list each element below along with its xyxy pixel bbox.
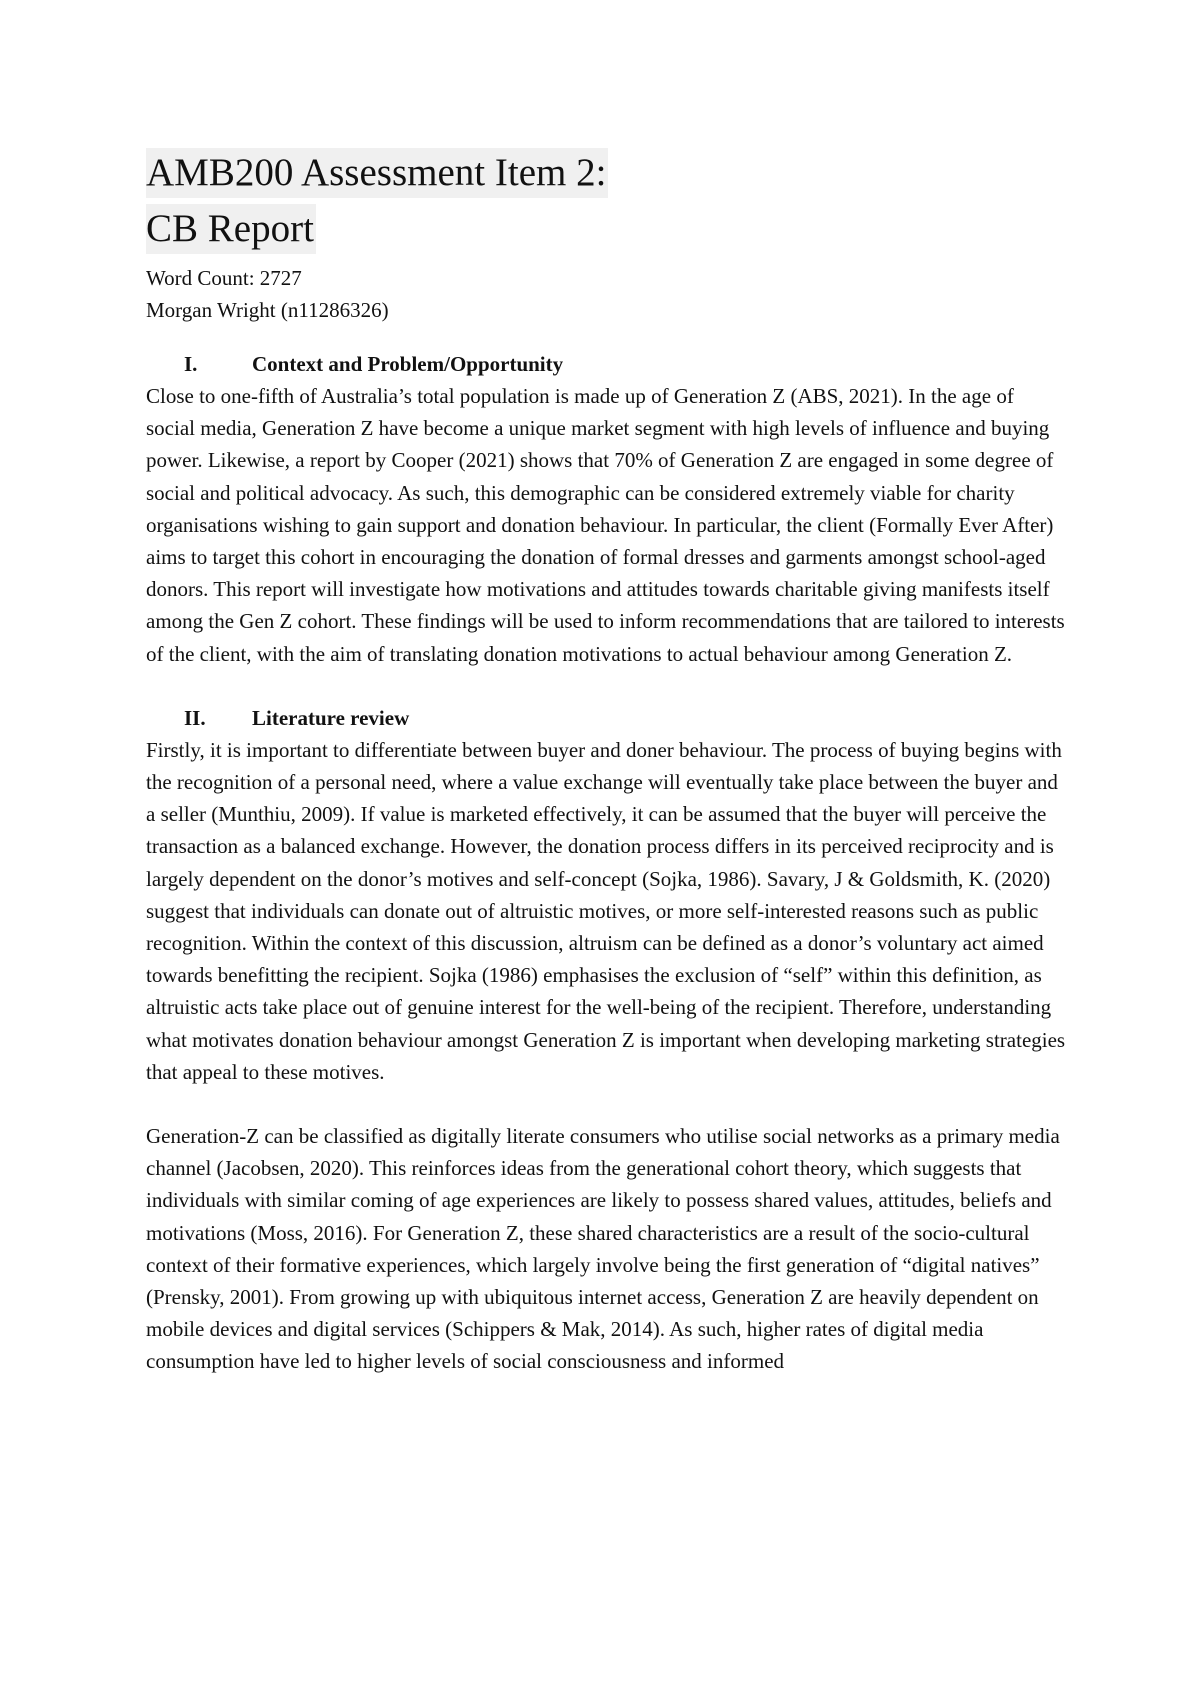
paragraph-literature-1: Firstly, it is important to differentiate between buyer and doner behaviour. The process of buying begins with the recognition of a personal need, where a value exchange will eventually take place between the buyer and a seller (Munthiu, 2009). If value is marketed effectively, it can be assumed that the buyer will perceive the transaction as a balanced exchange. However, the donation process differs in its perceived reciprocity and is largely dependent on the donor’s motives and self-concept (Sojka, 1986). Savary, J & Goldsmith, K. (2020) suggest that individuals can donate out of altruistic motives, or more self-interested reasons such as public recognition. Within the context of this discussion, altruism can be defined as a donor’s voluntary act aimed towards benefitting the recipient. Sojka (1986) emphasises the exclusion of “self” within this definition, as altruistic acts take place out of genuine interest for the well-being of the recipient. Therefore, understanding what motivates donation behaviour amongst Generation Z is important when developing marketing strategies that appeal to these motives. [146, 737, 1066, 1084]
document-page [146, 148, 1066, 1378]
title-line-2: CB Report [146, 204, 316, 254]
section-heading-literature [146, 702, 1066, 734]
word-count: Word Count: 2727 [146, 266, 302, 290]
paragraph-literature-2: Generation-Z can be classified as digitally literate consumers who utilise social networks as a primary media channel (Jacobsen, 2020). This reinforces ideas from the generational cohort theory, which suggests that individuals with similar coming of age experiences are likely to possess shared values, attitudes, beliefs and motivations (Moss, 2016). For Generation Z, these shared characteristics are a result of the socio-cultural context of their formative experiences, which largely involve being the first generation of “digital natives” (Prensky, 2001). From growing up with ubiquitous internet access, Generation Z are heavily dependent on mobile devices and digital services (Schippers & Mak, 2014). As such, higher rates of digital media consumption have led to higher levels of social consciousness and informed [146, 1124, 1060, 1374]
section-title: Literature review [252, 705, 410, 730]
title-line-1: AMB200 Assessment Item 2: [146, 148, 608, 198]
author-line: Morgan Wright (n11286326) [146, 298, 389, 322]
section-title: Context and Problem/Opportunity [252, 352, 564, 376]
paragraph-context: Close to one-fifth of Australia’s total population is made up of Generation Z (ABS, 2021). In the age of social media, Generation Z have become a unique market segment with high levels of influence and buying power. Likewise, a report by Cooper (2021) shows that 70% of Generation Z are engaged in some degree of social and political advocacy. As such, this demographic can be considered extremely viable for charity organisations wishing to gain support and donation behaviour. In particular, the client (Formally Ever After) aims to target this cohort in encouraging the donation of formal dresses and garments amongst school-aged donors. This report will investigate how motivations and attitudes towards charitable giving manifests itself among the Gen Z cohort. These findings will be used to inform recommendations that are tailored to interests of the client, with the aim of translating donation motivations to actual behaviour among Generation Z. [146, 384, 1065, 666]
section-number: I. [184, 352, 198, 376]
document-title [146, 148, 1066, 260]
section-heading-context [146, 348, 1066, 380]
section-number: II. [184, 705, 206, 730]
